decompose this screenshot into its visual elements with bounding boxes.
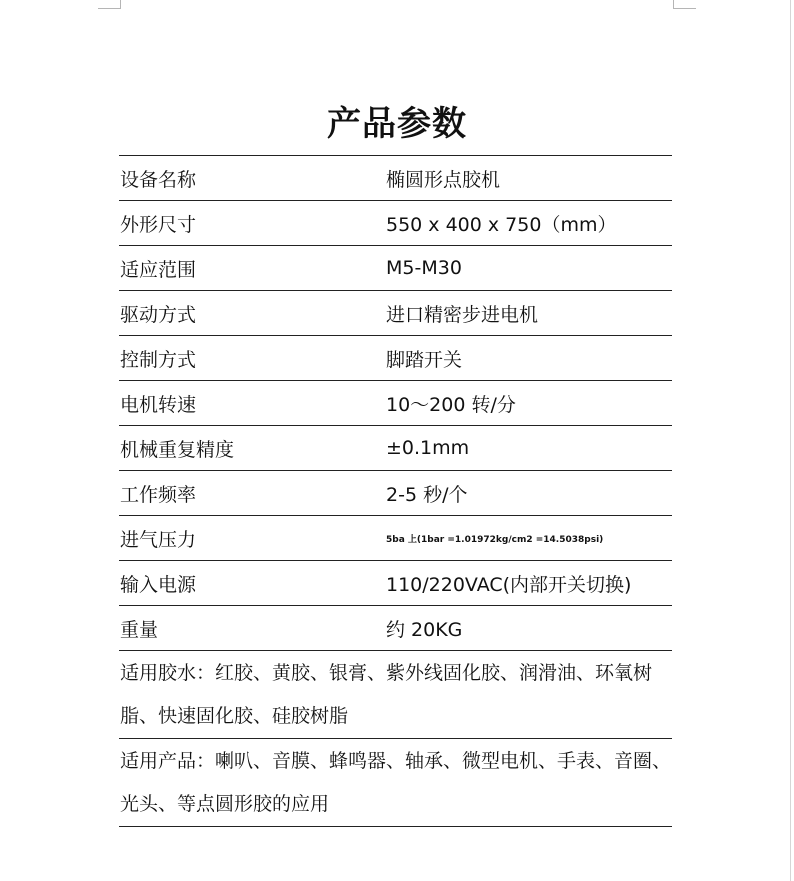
spec-table <box>119 155 672 827</box>
spec-row-drive <box>119 291 672 336</box>
spec-row-weight <box>119 606 672 651</box>
spec-label: 电机转速 <box>120 393 197 416</box>
spec-label: 设备名称 <box>120 168 197 191</box>
spec-value: M5-M30 <box>386 257 462 279</box>
spec-label: 外形尺寸 <box>120 213 197 236</box>
note-applicable-products <box>119 739 672 827</box>
spec-label: 控制方式 <box>120 348 197 371</box>
spec-row-motor-speed <box>119 381 672 426</box>
spec-row-frequency <box>119 471 672 516</box>
spec-value: 5ba 上(1bar =1.01972kg/cm2 =14.5038psi) <box>386 534 604 545</box>
spec-label: 工作频率 <box>120 483 197 506</box>
spec-row-power <box>119 561 672 606</box>
spec-value: 脚踏开关 <box>386 348 463 371</box>
page-title: 产品参数 <box>327 104 467 144</box>
spec-value: 约 20KG <box>386 618 463 641</box>
spec-value: 110/220VAC(内部开关切换) <box>386 573 632 596</box>
spec-row-control <box>119 336 672 381</box>
page-corner-mark-left <box>98 0 121 9</box>
spec-label: 输入电源 <box>120 573 197 596</box>
spec-label: 机械重复精度 <box>120 438 235 461</box>
note-line: 适用胶水：红胶、黄胶、银膏、紫外线固化胶、润滑油、环氧树 <box>120 662 653 684</box>
spec-value: ±0.1mm <box>386 437 470 459</box>
spec-value: 2-5 秒/个 <box>386 483 468 506</box>
spec-label: 驱动方式 <box>120 303 197 326</box>
spec-value: 10～200 转/分 <box>386 393 516 416</box>
spec-value: 550 x 400 x 750（mm） <box>386 213 617 236</box>
spec-label: 进气压力 <box>120 528 197 551</box>
spec-value: 椭圆形点胶机 <box>386 168 501 191</box>
spec-label: 适应范围 <box>120 258 197 281</box>
page-corner-mark-right <box>673 0 696 9</box>
spec-value: 进口精密步进电机 <box>386 303 539 326</box>
spec-row-precision <box>119 426 672 471</box>
spec-row-dimensions <box>119 201 672 246</box>
spec-label: 重量 <box>120 618 159 641</box>
note-line: 脂、快速固化胶、硅胶树脂 <box>120 705 349 727</box>
spec-row-air-pressure <box>119 516 672 561</box>
note-line: 光头、等点圆形胶的应用 <box>120 793 330 815</box>
spec-row-range <box>119 246 672 291</box>
spec-row-device-name <box>119 156 672 201</box>
note-applicable-glue <box>119 651 672 739</box>
note-line: 适用产品：喇叭、音膜、蜂鸣器、轴承、微型电机、手表、音圈、 <box>120 750 672 772</box>
